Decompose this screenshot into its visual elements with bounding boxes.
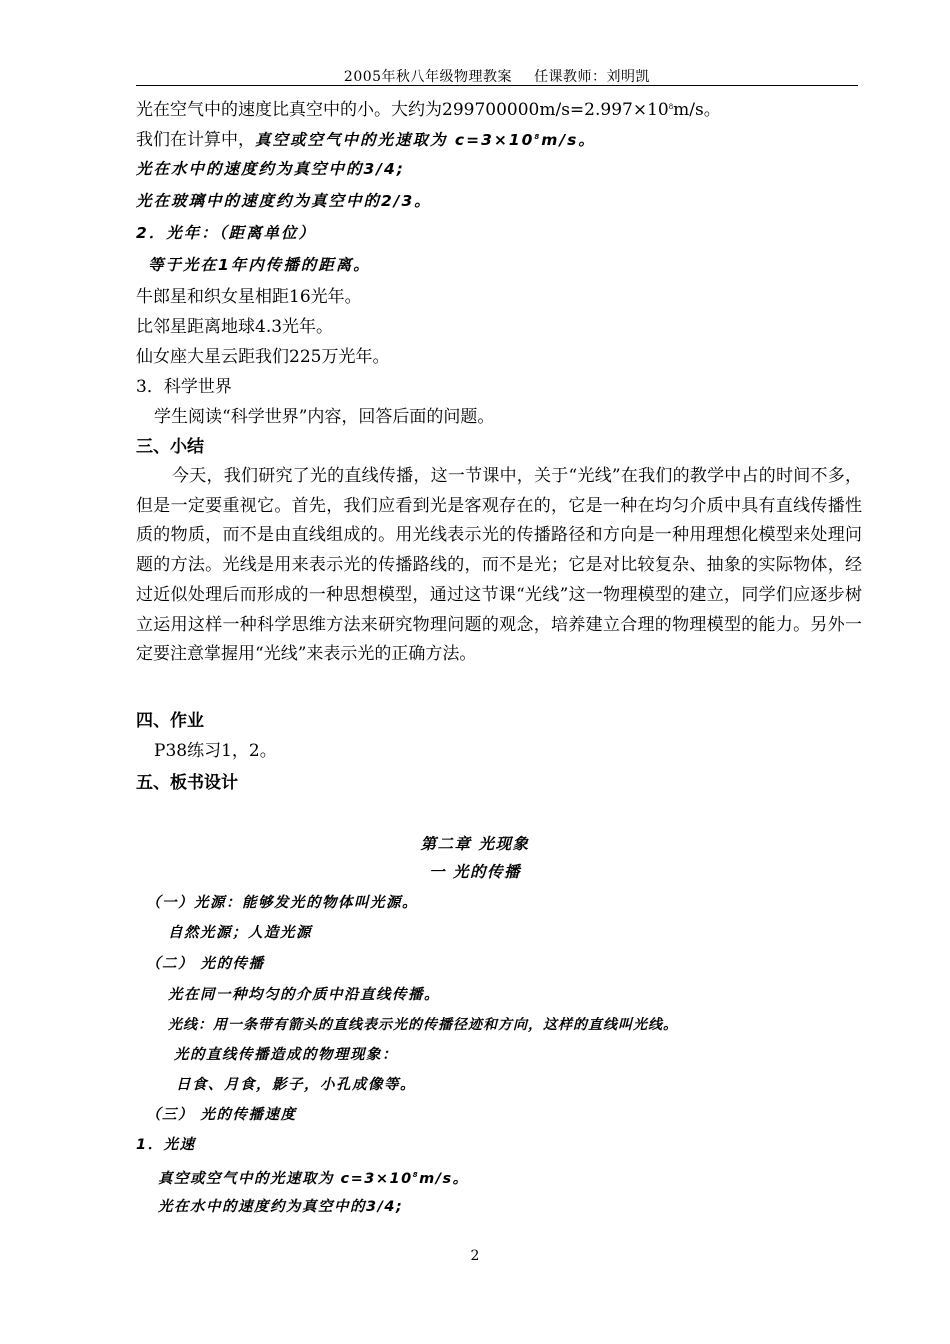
text-line-andromeda: 仙女座大星云距我们225万光年。 <box>136 347 390 367</box>
page-header <box>136 66 858 86</box>
exponent: 8 <box>668 103 674 111</box>
board-line-phenomena: 光的直线传播造成的物理现象： <box>174 1047 398 1063</box>
board-line-vacuum-speed <box>158 1164 469 1190</box>
section-homework-heading: 四、作业 <box>136 711 204 731</box>
board-line-source: （一）光源：能够发光的物体叫光源。 <box>146 895 418 911</box>
summary-paragraph: 今天，我们研究了光的直线传播，这一节课中，关于“光线”在我们的教学中占的时间不多，但是一定要重视它。首先，我们应看到光是客观存在的，它是一种在均匀介质中具有直线传播性质的物质，而不是由直线组成的。用光线表示光的传播路径和方向是一种用理想化模型来处理问题的方法。光线是用来表示光的传播路线的，而不是光；它是对比较复杂、抽象的实际物体，经过近似处理后而形成的一种思想模型，通过这节课“光线”这一物理模型的建立，同学们应逐步树立运用这样一种科学思维方法来研究物理问题的观念，培养建立合理的物理模型的能力。另外一定要注意掌握用“光线”来表示光的正确方法。 <box>136 466 862 665</box>
handwritten-text: 真空或空气中的光速取为 c=3×10 <box>255 131 535 149</box>
text-line-water: 光在水中的速度约为真空中的3/4; <box>136 160 405 178</box>
handwritten-text: 真空或空气中的光速取为 c=3×10 <box>158 1171 413 1187</box>
board-line-speed-label: 1．光速 <box>136 1137 196 1153</box>
handwritten-text: m/s。 <box>419 1171 469 1187</box>
text-line-glass: 光在玻璃中的速度约为真空中的2/3。 <box>136 192 432 210</box>
line-text: 我们在计算中， <box>136 130 255 150</box>
text-line-science-world: 3．科学世界 <box>136 377 232 397</box>
text-line-lightyear-def: 等于光在1年内传播的距离。 <box>148 256 371 274</box>
text-line-calc <box>136 126 596 151</box>
exponent: 8 <box>534 133 542 141</box>
header-teacher: 任课教师：刘明凯 <box>534 69 651 85</box>
board-line-water-speed: 光在水中的速度约为真空中的3/4; <box>158 1199 404 1215</box>
line-text: m/s。 <box>673 100 721 120</box>
header-rule <box>136 85 858 86</box>
board-chapter-title: 第二章 光现象 <box>420 835 530 853</box>
exponent: 8 <box>412 1171 420 1179</box>
section-summary-heading: 三、小结 <box>136 437 204 457</box>
text-line-altair: 牛郎星和织女星相距16光年。 <box>136 287 362 307</box>
text-line-speed-air <box>136 96 721 121</box>
board-line-ray-def: 光线：用一条带有箭头的直线表示光的传播径迹和方向，这样的直线叫光线。 <box>168 1017 678 1033</box>
header-title: 2005年秋八年级物理教案 <box>343 69 513 85</box>
board-line-rectilinear: 光在同一种均匀的介质中沿直线传播。 <box>168 987 440 1003</box>
board-lesson-title: 一 光的传播 <box>429 863 521 881</box>
text-line-reading: 学生阅读“科学世界”内容，回答后面的问题。 <box>154 407 495 427</box>
text-line-proxima: 比邻星距离地球4.3光年。 <box>136 317 334 337</box>
text-line-lightyear: 2．光年：（距离单位） <box>136 224 317 242</box>
line-text: 光在空气中的速度比真空中的小。大约为299700000m/s=2.997×10 <box>136 100 669 120</box>
board-line-propagation: （二） 光的传播 <box>146 956 265 972</box>
homework-text: P38练习1，2。 <box>154 741 277 761</box>
handwritten-text: m/s。 <box>541 131 596 149</box>
board-line-examples: 日食、月食，影子，小孔成像等。 <box>176 1077 416 1093</box>
board-line-source-types: 自然光源；人造光源 <box>168 925 312 941</box>
page-number: 2 <box>470 1248 480 1264</box>
board-line-speed-heading: （三） 光的传播速度 <box>146 1107 297 1123</box>
section-board-heading: 五、板书设计 <box>136 773 238 793</box>
